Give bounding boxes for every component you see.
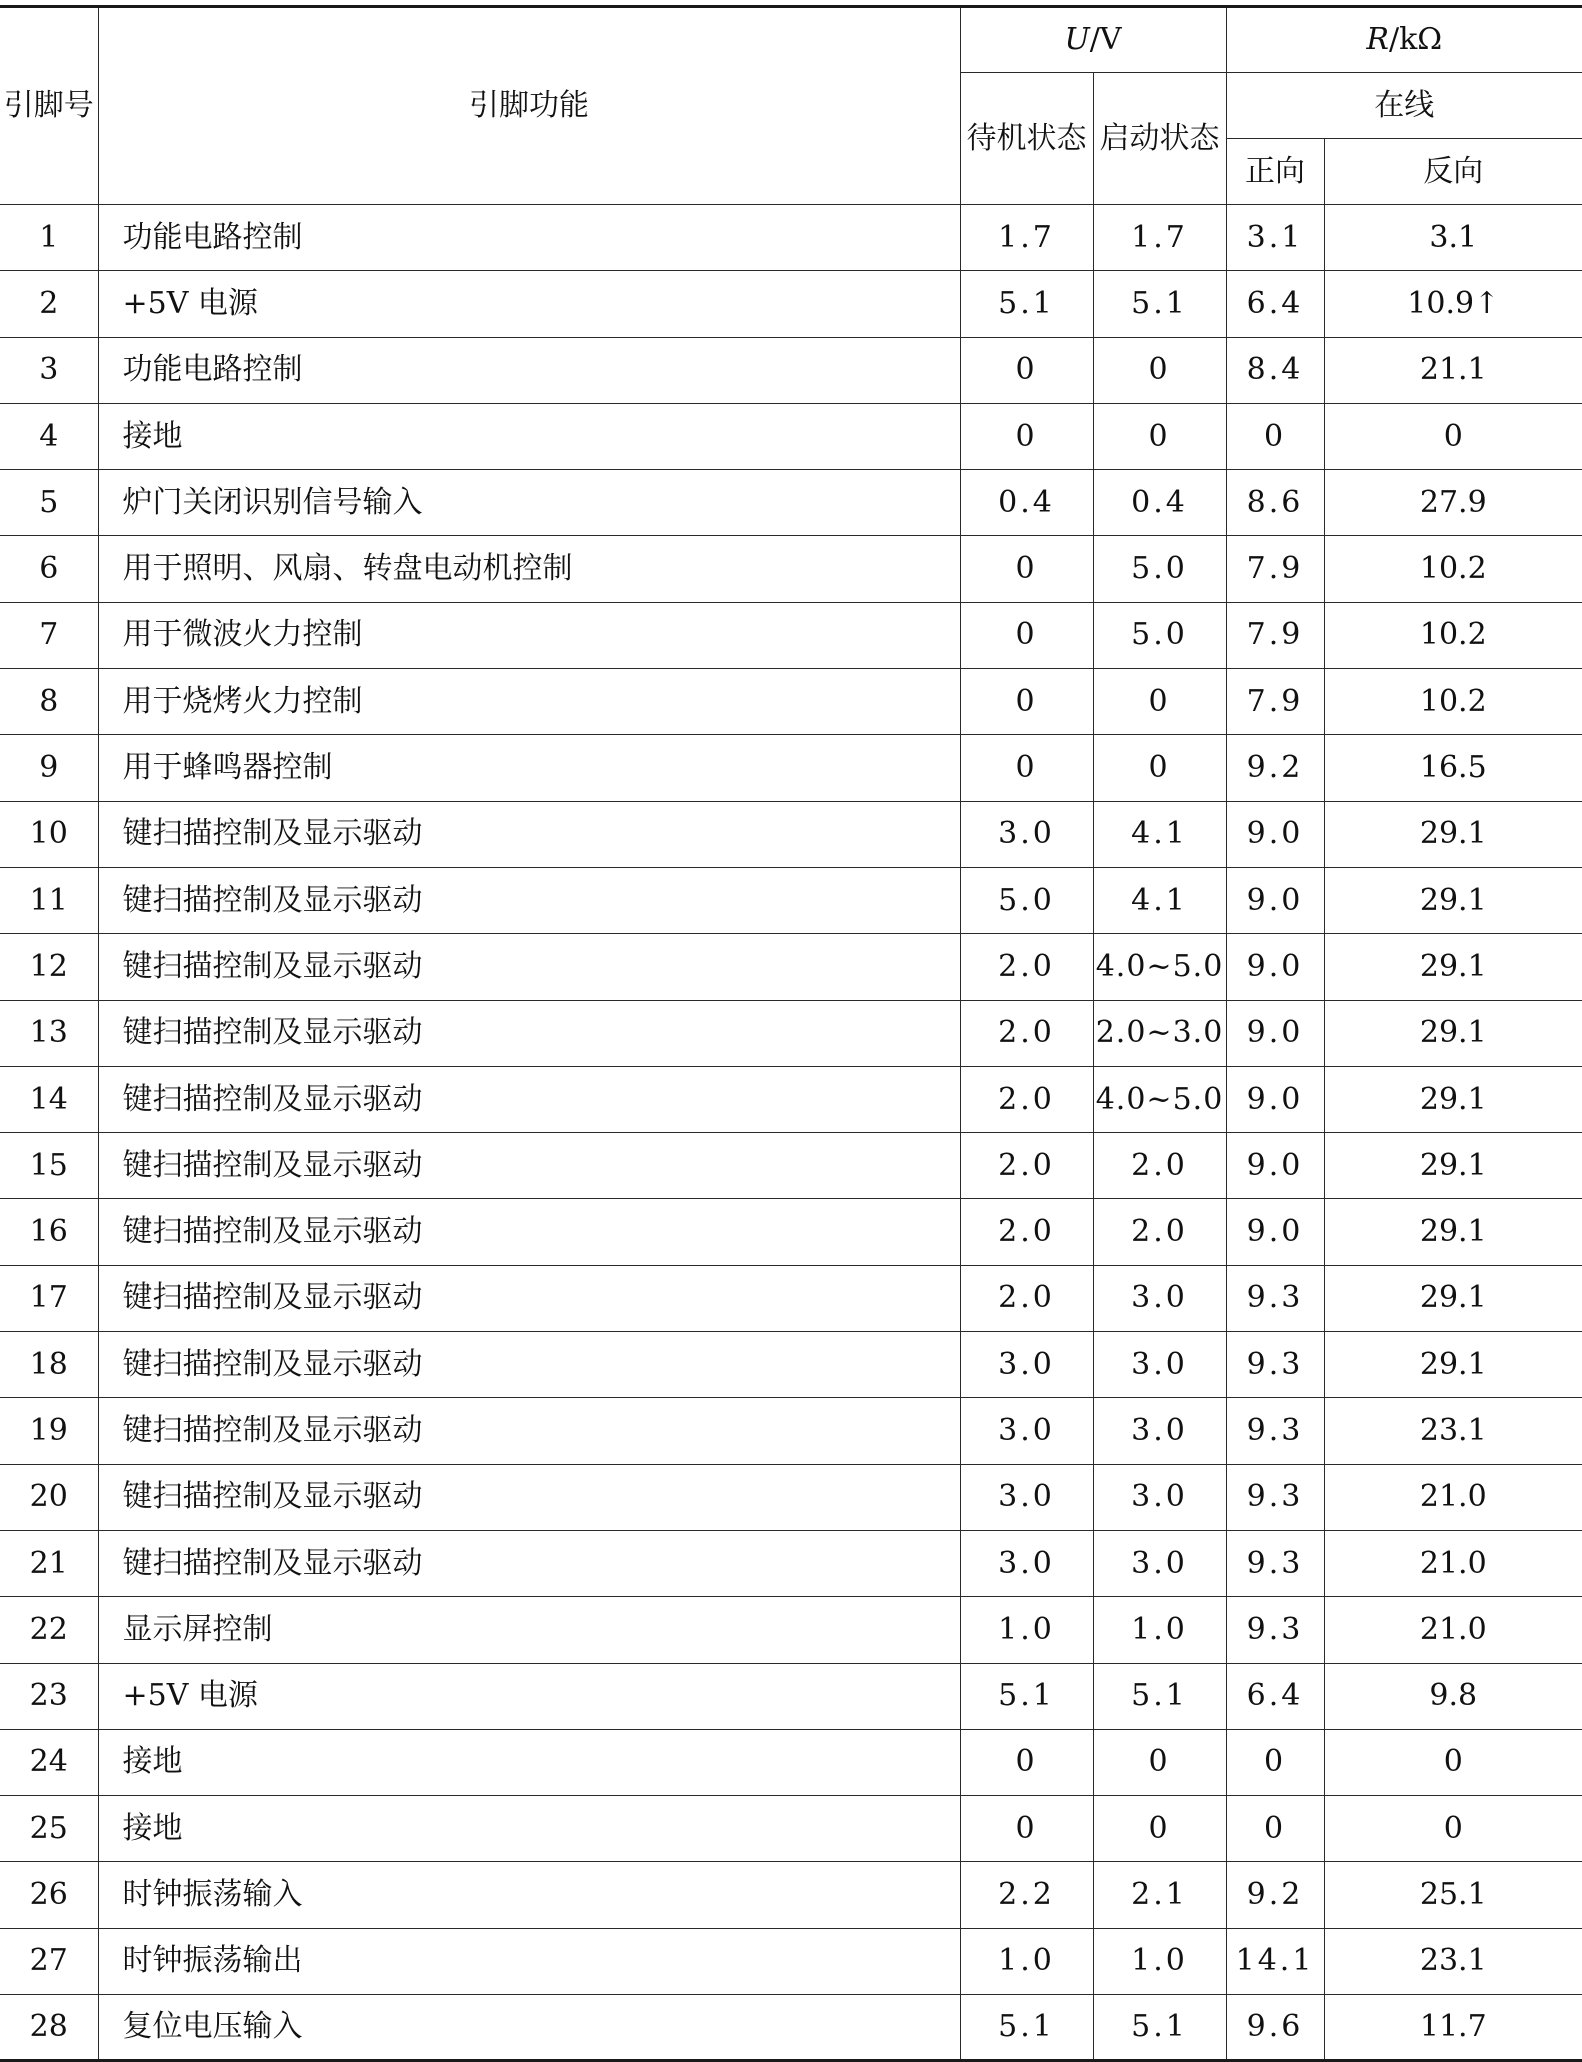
cell-pin-function: 时钟振荡输入 [98, 1862, 960, 1928]
cell-pin-number: 11 [0, 867, 98, 933]
table-row [0, 1796, 1582, 1862]
cell-pin-function: 键扫描控制及显示驱动 [98, 1332, 960, 1398]
cell-pin-function: 用于照明、风扇、转盘电动机控制 [98, 536, 960, 602]
cell-reverse-resistance: 23.1 [1324, 1398, 1582, 1464]
cell-reverse-resistance: 27.9 [1324, 470, 1582, 536]
cell-pin-number: 2 [0, 271, 98, 337]
table-row [0, 271, 1582, 337]
cell-pin-number: 5 [0, 470, 98, 536]
cell-forward-resistance: 9.0 [1226, 1133, 1324, 1199]
voltage-unit: /V [1089, 22, 1122, 57]
cell-reverse-resistance: 21.0 [1324, 1464, 1582, 1530]
cell-pin-number: 10 [0, 801, 98, 867]
cell-forward-resistance: 9.0 [1226, 1000, 1324, 1066]
cell-startup-voltage: 3.0 [1093, 1464, 1226, 1530]
cell-reverse-resistance: 9.8 [1324, 1663, 1582, 1729]
cell-forward-resistance: 14.1 [1226, 1928, 1324, 1994]
cell-forward-resistance: 3.1 [1226, 205, 1324, 271]
cell-forward-resistance: 9.3 [1226, 1597, 1324, 1663]
cell-startup-voltage: 5.0 [1093, 602, 1226, 668]
resistance-unit: /kΩ [1388, 22, 1443, 57]
cell-forward-resistance: 7.9 [1226, 669, 1324, 735]
table-row [0, 1597, 1582, 1663]
cell-reverse-resistance: 23.1 [1324, 1928, 1582, 1994]
cell-reverse-resistance: 29.1 [1324, 1199, 1582, 1265]
header-startup: 启动状态 [1093, 73, 1226, 205]
cell-standby-voltage: 0 [960, 735, 1093, 801]
cell-pin-number: 21 [0, 1530, 98, 1596]
table-row [0, 1133, 1582, 1199]
cell-reverse-resistance: 0 [1324, 1729, 1582, 1795]
cell-reverse-resistance: 11.7 [1324, 1995, 1582, 2061]
cell-startup-voltage: 0 [1093, 1729, 1226, 1795]
cell-pin-number: 9 [0, 735, 98, 801]
table-body [0, 205, 1582, 2061]
table-row [0, 1530, 1582, 1596]
cell-standby-voltage: 2.0 [960, 1265, 1093, 1331]
cell-pin-function: 键扫描控制及显示驱动 [98, 1000, 960, 1066]
cell-standby-voltage: 3.0 [960, 1464, 1093, 1530]
cell-forward-resistance: 9.3 [1226, 1530, 1324, 1596]
cell-reverse-resistance: 29.1 [1324, 801, 1582, 867]
cell-pin-number: 3 [0, 337, 98, 403]
cell-startup-voltage: 0 [1093, 735, 1226, 801]
table-row [0, 205, 1582, 271]
cell-standby-voltage: 0 [960, 1729, 1093, 1795]
cell-forward-resistance: 9.0 [1226, 801, 1324, 867]
cell-startup-voltage: 0.4 [1093, 470, 1226, 536]
cell-pin-number: 8 [0, 669, 98, 735]
cell-startup-voltage: 4.1 [1093, 867, 1226, 933]
cell-forward-resistance: 9.2 [1226, 735, 1324, 801]
header-reverse: 反向 [1324, 139, 1582, 205]
cell-standby-voltage: 3.0 [960, 1530, 1093, 1596]
cell-reverse-resistance: 10.9↑ [1324, 271, 1582, 337]
cell-startup-voltage: 5.1 [1093, 271, 1226, 337]
cell-standby-voltage: 2.0 [960, 1000, 1093, 1066]
cell-reverse-resistance: 21.1 [1324, 337, 1582, 403]
table-row [0, 1729, 1582, 1795]
cell-pin-function: 键扫描控制及显示驱动 [98, 934, 960, 1000]
cell-reverse-resistance: 21.0 [1324, 1597, 1582, 1663]
cell-standby-voltage: 2.0 [960, 1133, 1093, 1199]
cell-reverse-resistance: 0 [1324, 403, 1582, 469]
cell-pin-function: 用于烧烤火力控制 [98, 669, 960, 735]
header-forward: 正向 [1226, 139, 1324, 205]
cell-forward-resistance: 9.3 [1226, 1398, 1324, 1464]
cell-pin-function: 功能电路控制 [98, 205, 960, 271]
cell-startup-voltage: 2.0~3.0 [1093, 1000, 1226, 1066]
cell-startup-voltage: 4.0~5.0 [1093, 934, 1226, 1000]
cell-pin-number: 14 [0, 1066, 98, 1132]
cell-forward-resistance: 9.0 [1226, 867, 1324, 933]
table-row [0, 1332, 1582, 1398]
cell-standby-voltage: 0 [960, 337, 1093, 403]
cell-pin-function: 键扫描控制及显示驱动 [98, 1066, 960, 1132]
cell-reverse-resistance: 10.2 [1324, 602, 1582, 668]
cell-pin-function: 用于微波火力控制 [98, 602, 960, 668]
cell-startup-voltage: 1.0 [1093, 1597, 1226, 1663]
cell-startup-voltage: 2.0 [1093, 1133, 1226, 1199]
cell-reverse-resistance: 3.1 [1324, 205, 1582, 271]
table-row [0, 1995, 1582, 2061]
table-row [0, 1663, 1582, 1729]
table-row [0, 934, 1582, 1000]
cell-pin-function: 炉门关闭识别信号输入 [98, 470, 960, 536]
table-row [0, 801, 1582, 867]
cell-pin-function: 显示屏控制 [98, 1597, 960, 1663]
cell-standby-voltage: 0 [960, 669, 1093, 735]
cell-pin-function: 键扫描控制及显示驱动 [98, 867, 960, 933]
cell-forward-resistance: 9.2 [1226, 1862, 1324, 1928]
cell-startup-voltage: 4.1 [1093, 801, 1226, 867]
cell-forward-resistance: 9.3 [1226, 1464, 1324, 1530]
table-row [0, 1066, 1582, 1132]
cell-pin-function: 键扫描控制及显示驱动 [98, 1133, 960, 1199]
cell-forward-resistance: 0 [1226, 403, 1324, 469]
cell-forward-resistance: 0 [1226, 1729, 1324, 1795]
cell-forward-resistance: 9.0 [1226, 1199, 1324, 1265]
cell-standby-voltage: 2.0 [960, 1199, 1093, 1265]
cell-forward-resistance: 9.3 [1226, 1332, 1324, 1398]
cell-forward-resistance: 6.4 [1226, 271, 1324, 337]
cell-forward-resistance: 6.4 [1226, 1663, 1324, 1729]
cell-standby-voltage: 3.0 [960, 1398, 1093, 1464]
cell-pin-function: 接地 [98, 1796, 960, 1862]
cell-reverse-resistance: 0 [1324, 1796, 1582, 1862]
table-row [0, 1000, 1582, 1066]
cell-forward-resistance: 7.9 [1226, 602, 1324, 668]
cell-pin-function: 功能电路控制 [98, 337, 960, 403]
cell-reverse-resistance: 29.1 [1324, 1133, 1582, 1199]
cell-standby-voltage: 5.1 [960, 271, 1093, 337]
cell-pin-number: 27 [0, 1928, 98, 1994]
cell-standby-voltage: 5.1 [960, 1663, 1093, 1729]
cell-pin-number: 22 [0, 1597, 98, 1663]
cell-pin-number: 23 [0, 1663, 98, 1729]
table-row [0, 867, 1582, 933]
header-online: 在线 [1226, 73, 1582, 139]
table-row [0, 1862, 1582, 1928]
header-pin-function: 引脚功能 [98, 7, 960, 205]
table-row [0, 1199, 1582, 1265]
table-row [0, 337, 1582, 403]
cell-startup-voltage: 1.0 [1093, 1928, 1226, 1994]
cell-standby-voltage: 2.0 [960, 1066, 1093, 1132]
table-row [0, 1928, 1582, 1994]
cell-pin-function: 键扫描控制及显示驱动 [98, 1265, 960, 1331]
cell-pin-function: 键扫描控制及显示驱动 [98, 801, 960, 867]
cell-standby-voltage: 3.0 [960, 1332, 1093, 1398]
cell-standby-voltage: 0 [960, 536, 1093, 602]
cell-reverse-resistance: 29.1 [1324, 867, 1582, 933]
cell-startup-voltage: 3.0 [1093, 1530, 1226, 1596]
cell-standby-voltage: 1.0 [960, 1597, 1093, 1663]
cell-standby-voltage: 1.0 [960, 1928, 1093, 1994]
cell-startup-voltage: 0 [1093, 669, 1226, 735]
cell-startup-voltage: 3.0 [1093, 1332, 1226, 1398]
cell-pin-number: 20 [0, 1464, 98, 1530]
cell-standby-voltage: 5.1 [960, 1995, 1093, 2061]
cell-pin-function: 时钟振荡输出 [98, 1928, 960, 1994]
cell-forward-resistance: 8.6 [1226, 470, 1324, 536]
cell-standby-voltage: 2.0 [960, 934, 1093, 1000]
table-row [0, 669, 1582, 735]
cell-startup-voltage: 1.7 [1093, 205, 1226, 271]
table-row [0, 536, 1582, 602]
cell-reverse-resistance: 29.1 [1324, 1265, 1582, 1331]
cell-startup-voltage: 5.0 [1093, 536, 1226, 602]
cell-standby-voltage: 0 [960, 403, 1093, 469]
cell-startup-voltage: 2.1 [1093, 1862, 1226, 1928]
cell-pin-number: 13 [0, 1000, 98, 1066]
cell-pin-number: 12 [0, 934, 98, 1000]
cell-standby-voltage: 3.0 [960, 801, 1093, 867]
cell-pin-number: 6 [0, 536, 98, 602]
cell-pin-number: 17 [0, 1265, 98, 1331]
cell-forward-resistance: 9.0 [1226, 1066, 1324, 1132]
cell-reverse-resistance: 29.1 [1324, 1066, 1582, 1132]
cell-pin-number: 19 [0, 1398, 98, 1464]
cell-pin-number: 7 [0, 602, 98, 668]
cell-pin-number: 16 [0, 1199, 98, 1265]
cell-reverse-resistance: 21.0 [1324, 1530, 1582, 1596]
table-header [0, 7, 1582, 205]
cell-pin-number: 4 [0, 403, 98, 469]
cell-pin-function: +5V 电源 [98, 271, 960, 337]
cell-startup-voltage: 4.0~5.0 [1093, 1066, 1226, 1132]
cell-pin-function: 键扫描控制及显示驱动 [98, 1464, 960, 1530]
cell-pin-function: 接地 [98, 403, 960, 469]
cell-startup-voltage: 2.0 [1093, 1199, 1226, 1265]
header-resistance-group [1226, 7, 1582, 73]
header-standby: 待机状态 [960, 73, 1093, 205]
table-row [0, 1265, 1582, 1331]
cell-startup-voltage: 5.1 [1093, 1663, 1226, 1729]
pin-data-table [0, 5, 1582, 2062]
cell-pin-function: 键扫描控制及显示驱动 [98, 1199, 960, 1265]
cell-standby-voltage: 0 [960, 602, 1093, 668]
table-row [0, 602, 1582, 668]
cell-reverse-resistance: 10.2 [1324, 536, 1582, 602]
cell-forward-resistance: 9.6 [1226, 1995, 1324, 2061]
header-pin-number: 引脚号 [0, 7, 98, 205]
cell-pin-function: 用于蜂鸣器控制 [98, 735, 960, 801]
cell-pin-number: 15 [0, 1133, 98, 1199]
table-row [0, 1398, 1582, 1464]
cell-pin-function: 接地 [98, 1729, 960, 1795]
header-voltage-group [960, 7, 1226, 73]
table-row [0, 470, 1582, 536]
cell-standby-voltage: 2.2 [960, 1862, 1093, 1928]
cell-pin-function: 键扫描控制及显示驱动 [98, 1398, 960, 1464]
cell-pin-function: 复位电压输入 [98, 1995, 960, 2061]
table-row [0, 735, 1582, 801]
table-row [0, 403, 1582, 469]
cell-forward-resistance: 9.0 [1226, 934, 1324, 1000]
cell-reverse-resistance: 29.1 [1324, 1000, 1582, 1066]
cell-reverse-resistance: 16.5 [1324, 735, 1582, 801]
cell-forward-resistance: 7.9 [1226, 536, 1324, 602]
cell-pin-function: +5V 电源 [98, 1663, 960, 1729]
cell-pin-number: 26 [0, 1862, 98, 1928]
cell-startup-voltage: 3.0 [1093, 1398, 1226, 1464]
cell-pin-number: 25 [0, 1796, 98, 1862]
cell-pin-number: 18 [0, 1332, 98, 1398]
cell-standby-voltage: 5.0 [960, 867, 1093, 933]
cell-startup-voltage: 0 [1093, 1796, 1226, 1862]
voltage-symbol: U [1064, 22, 1090, 57]
cell-reverse-resistance: 25.1 [1324, 1862, 1582, 1928]
cell-reverse-resistance: 29.1 [1324, 1332, 1582, 1398]
resistance-symbol: R [1366, 22, 1389, 57]
cell-pin-number: 1 [0, 205, 98, 271]
cell-standby-voltage: 0.4 [960, 470, 1093, 536]
cell-pin-function: 键扫描控制及显示驱动 [98, 1530, 960, 1596]
cell-pin-number: 28 [0, 1995, 98, 2061]
cell-startup-voltage: 5.1 [1093, 1995, 1226, 2061]
cell-startup-voltage: 0 [1093, 337, 1226, 403]
cell-reverse-resistance: 10.2 [1324, 669, 1582, 735]
cell-standby-voltage: 0 [960, 1796, 1093, 1862]
cell-startup-voltage: 3.0 [1093, 1265, 1226, 1331]
cell-startup-voltage: 0 [1093, 403, 1226, 469]
cell-forward-resistance: 0 [1226, 1796, 1324, 1862]
cell-pin-number: 24 [0, 1729, 98, 1795]
cell-forward-resistance: 8.4 [1226, 337, 1324, 403]
cell-forward-resistance: 9.3 [1226, 1265, 1324, 1331]
cell-reverse-resistance: 29.1 [1324, 934, 1582, 1000]
table-row [0, 1464, 1582, 1530]
cell-standby-voltage: 1.7 [960, 205, 1093, 271]
